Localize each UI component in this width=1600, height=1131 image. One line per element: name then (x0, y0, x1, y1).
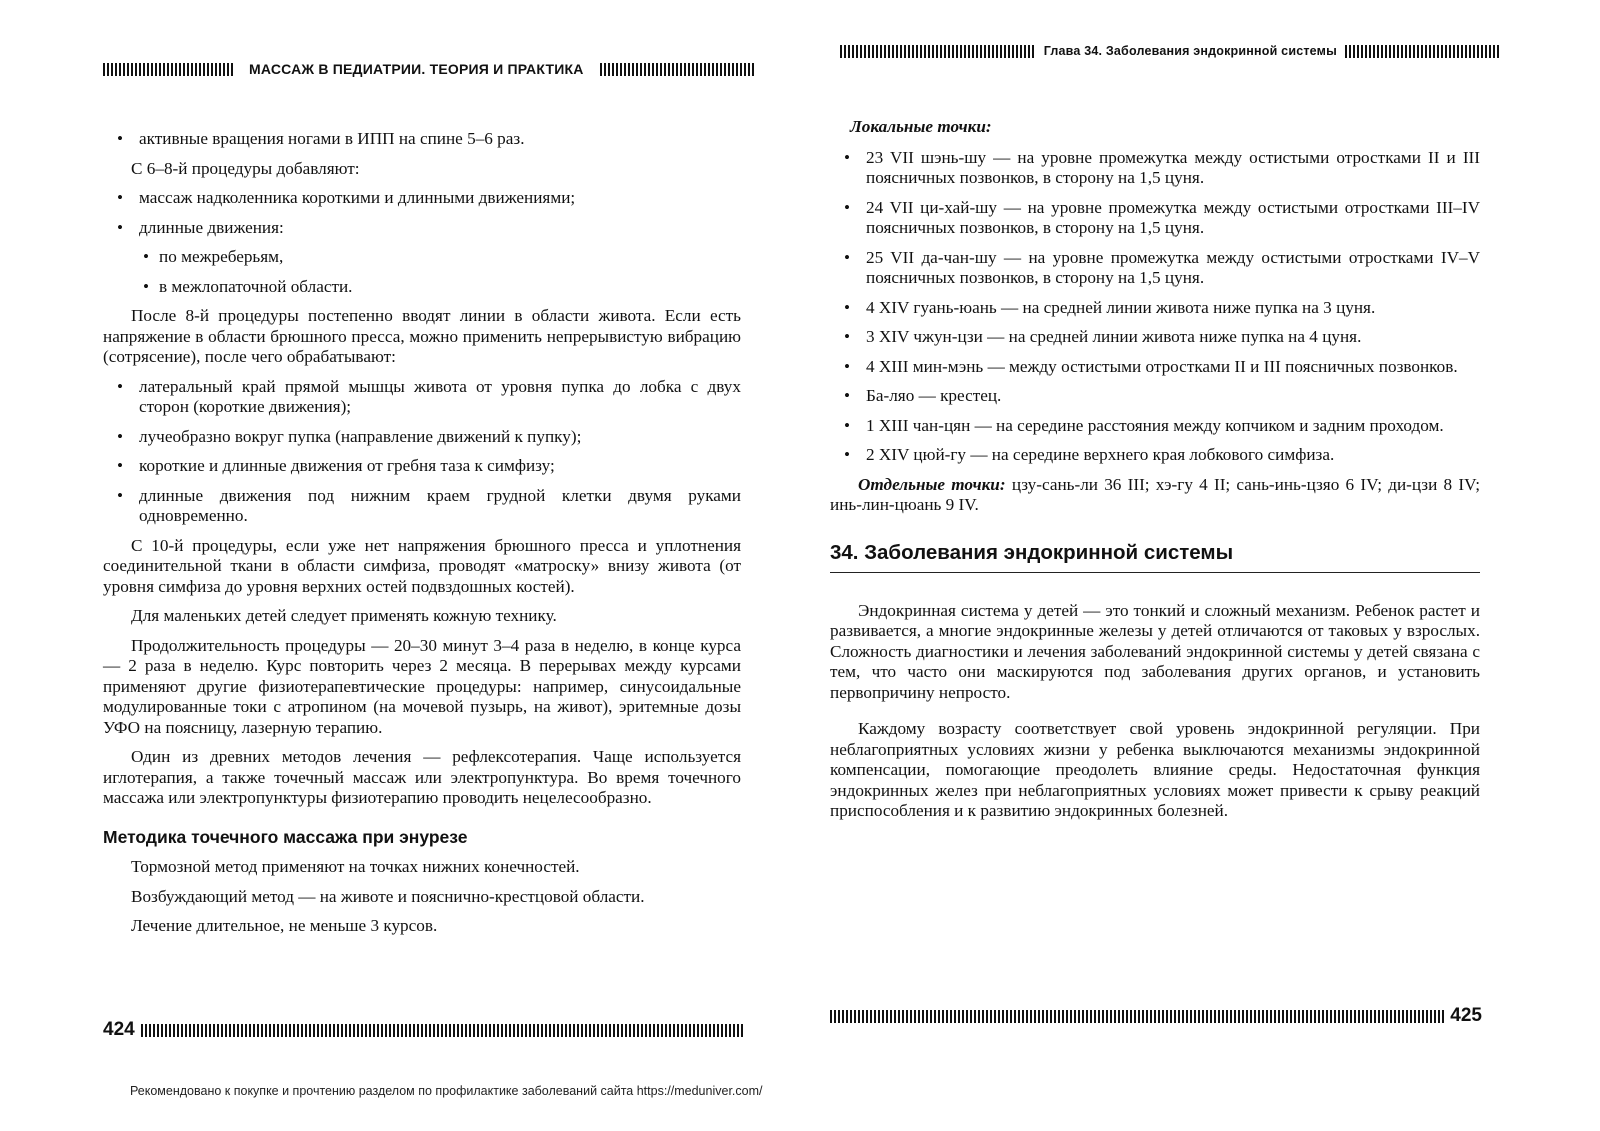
bullet-list (103, 129, 741, 150)
decorative-rule (840, 45, 1036, 58)
paragraph: Каждому возрасту соответствует свой уровень эндокринной регуляции. При неблагоприятных условиях жизни у ребенка выключаются механизмы эндокринной компенсации, помогающие преодолеть влияние среды. Недостаточная функция эндокринных желез при неблагоприятных условиях может привести к срыву реакций приспособления и к развитию эндокринных болезней. (830, 719, 1480, 820)
list-item: • 4 XIV гуань-юань — на средней линии живота ниже пупка на 3 цуня. (830, 298, 1480, 319)
list-item: • 1 XIII чан-цян — на середине расстояния между копчиком и задним проходом. (830, 416, 1480, 437)
left-text-column (103, 129, 741, 946)
page-number: 425 (1450, 1005, 1482, 1026)
list-item: • по межреберьям, (103, 247, 741, 268)
paragraph: Один из древних методов лечения — рефлексотерапия. Чаще используется иглотерапия, а также точечный массаж или электропунктура. Во время точечного массажа или электропунктуры физиотерапию проводить нецелесообразно. (103, 747, 741, 807)
paragraph: Лечение длительное, не меньше 3 курсов. (131, 916, 438, 935)
list-item: • в межлопаточной области. (103, 277, 741, 298)
left-running-head-title: МАССАЖ В ПЕДИАТРИИ. ТЕОРИЯ И ПРАКТИКА (249, 61, 584, 77)
section-title: 34. Заболевания эндокринной системы (830, 540, 1480, 573)
left-footer (103, 1019, 743, 1041)
website-note: Рекомендовано к покупке и прочтению разделом по профилактике заболеваний сайта https://meduniver.com/ (130, 1084, 763, 1098)
separate-points-label: Отдельные точки: (858, 474, 1006, 494)
local-points-label: Локальные точки: (850, 117, 992, 136)
section-body (830, 601, 1480, 822)
list-item: • короткие и длинные движения от гребня таза к симфизу; (103, 456, 741, 477)
right-footer (830, 1005, 1482, 1027)
right-running-head-title: Глава 34. Заболевания эндокринной системы (1043, 44, 1337, 58)
right-page (800, 0, 1600, 1131)
paragraph: Эндокринная система у детей — это тонкий и сложный механизм. Ребенок растет и развивается, а многие эндокринные железы у детей отличаются от таковых у взрослых. Сложность диагностики и лечения заболеваний эндокринной системы у детей связана с тем, что часто они маскируются под заболевания других органов, и установить первопричину непросто. (830, 600, 1480, 702)
paragraph: Продолжительность процедуры — 20–30 минут 3–4 раза в неделю, в конце курса — 2 раза в неделю. Курс повторить через 2 месяца. В перерывах между курсами применяют другие физиотерапевтические процедуры: например, синусоидальные модулированные токи с атропином (на мочевой пузырь, на живот), эритемные дозы УФО на поясницу, лазерную терапию. (103, 635, 741, 737)
decorative-rule (1345, 45, 1500, 58)
right-running-head (840, 44, 1500, 58)
list-item: • 3 XIV чжун-цзи — на средней линии живота ниже пупка на 4 цуня. (830, 327, 1480, 348)
decorative-rule (830, 1010, 1444, 1023)
list-item: • Ба-ляо — крестец. (830, 386, 1480, 407)
separate-points-paragraph (830, 475, 1480, 516)
right-text-column (830, 117, 1480, 831)
paragraph: После 8-й процедуры постепенно вводят линии в области живота. Если есть напряжение в области брюшного пресса, можно применить непрерывистую вибрацию (сотрясение), после чего обрабатывают: (103, 306, 741, 366)
paragraph: Возбуждающий метод — на животе и пояснично-крестцовой области. (131, 886, 645, 906)
list-item: • длинные движения под нижним краем грудной клетки двумя руками одновременно. (103, 486, 741, 527)
list-item: • 4 XIII мин-мэнь — между остистыми отростками II и III поясничных позвонков. (830, 357, 1480, 378)
points-list (830, 148, 1480, 466)
list-item: • 23 VII шэнь-шу — на уровне промежутка между остистыми отростками II и III поясничных позвонков, в сторону на 1,5 цуня. (830, 148, 1480, 189)
list-item: • латеральный край прямой мышцы живота от уровня пупка до лобка с двух сторон (короткие движения); (103, 377, 741, 418)
paragraph: С 6–8-й процедуры добавляют: (131, 158, 360, 178)
list-item: • лучеобразно вокруг пупка (направление движений к пупку); (103, 427, 741, 448)
paragraph: Тормозной метод применяют на точках нижних конечностей. (131, 857, 580, 876)
separate-points-text: цзу-сань-ли 36 III; хэ-гу 4 II; сань-инь-цзяо 6 IV; ди-цзи 8 IV; инь-лин-цюань 9 IV. (830, 474, 1480, 514)
list-item: • активные вращения ногами в ИПП на спине 5–6 раз. (103, 129, 741, 150)
paragraph: Для маленьких детей следует применять кожную технику. (131, 606, 557, 625)
decorative-rule (600, 63, 755, 76)
bullet-list (103, 377, 741, 527)
page-number: 424 (103, 1019, 135, 1040)
sub-bullet-list (103, 247, 741, 297)
paragraph: С 10-й процедуры, если уже нет напряжения брюшного пресса и уплотнения соединительной ткани в области симфиза, проводят «матроску» внизу живота (от уровня симфиза до уровня верхних остей подвздошных костей). (103, 535, 741, 596)
decorative-rule (141, 1024, 743, 1037)
list-item: • 2 XIV цюй-гу — на середине верхнего края лобкового симфиза. (830, 445, 1480, 466)
subsection-heading: Методика точечного массажа при энурезе (103, 826, 468, 847)
list-item: • длинные движения: (103, 218, 741, 239)
list-item: • массаж надколенника короткими и длинными движениями; (103, 188, 741, 209)
list-item: • 25 VII да-чан-шу — на уровне промежутка между остистыми отростками IV–V поясничных позвонков, в сторону на 1,5 цуня. (830, 248, 1480, 289)
decorative-rule (103, 63, 233, 76)
left-running-head (103, 61, 755, 77)
list-item: • 24 VII ци-хай-шу — на уровне промежутка между остистыми отростками III–IV поясничных позвонков, в сторону на 1,5 цуня. (830, 198, 1480, 239)
bullet-list (103, 188, 741, 238)
